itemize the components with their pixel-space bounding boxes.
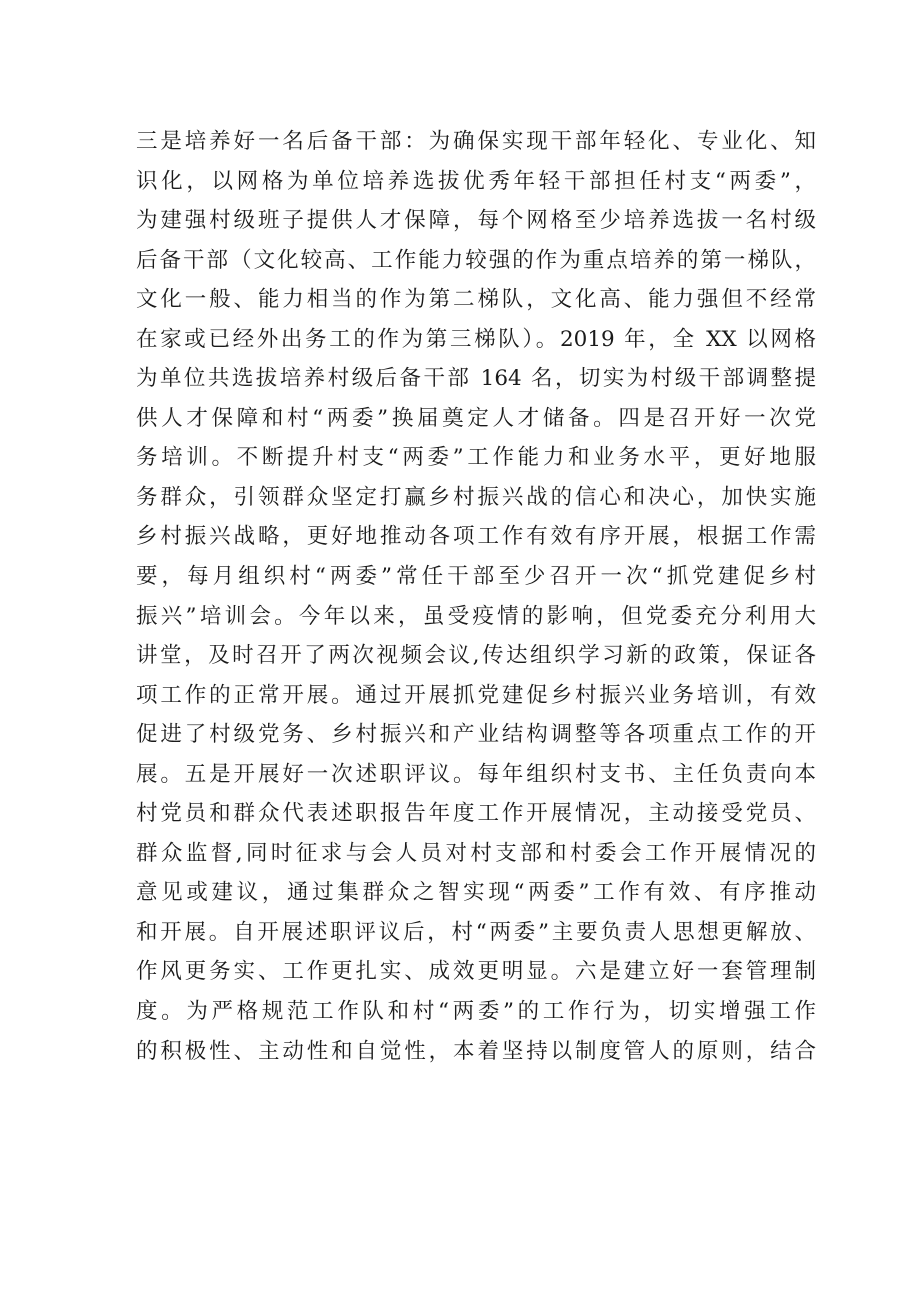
text-line-6: 在家或已经外出务工的作为第三梯队）。2019 年，全 XX 以网格 <box>136 326 816 352</box>
text-line-16: 促进了村级党务、乡村振兴和产业结构调整等各项重点工作的开 <box>136 722 816 748</box>
text-line-15: 项工作的正常开展。通过开展抓党建促乡村振兴业务培训，有效 <box>136 682 816 708</box>
text-line-3: 为建强村级班子提供人才保障，每个网格至少培养选拔一名村级 <box>136 208 816 234</box>
text-line-20: 意见或建议，通过集群众之智实现“两委”工作有效、有序推动 <box>136 880 816 906</box>
text-line-22: 作风更务实、工作更扎实、成效更明显。六是建立好一套管理制 <box>136 959 816 985</box>
text-line-11: 乡村振兴战略，更好地推动各项工作有效有序开展，根据工作需 <box>136 524 816 550</box>
text-line-9: 务培训。不断提升村支“两委”工作能力和业务水平，更好地服 <box>136 445 816 471</box>
text-line-23: 度。为严格规范工作队和村“两委”的工作行为，切实增强工作 <box>136 999 816 1025</box>
text-line-8: 供人才保障和村“两委”换届奠定人才储备。四是召开好一次党 <box>136 405 816 431</box>
text-line-14: 讲堂，及时召开了两次视频会议,传达组织学习新的政策，保证各 <box>136 643 816 669</box>
text-line-17: 展。五是开展好一次述职评议。每年组织村支书、主任负责向本 <box>136 761 816 787</box>
text-line-13: 振兴”培训会。今年以来，虽受疫情的影响，但党委充分利用大 <box>136 603 816 629</box>
text-line-18: 村党员和群众代表述职报告年度工作开展情况，主动接受党员、 <box>136 801 816 827</box>
text-line-7: 为单位共选拔培养村级后备干部 164 名，切实为村级干部调整提 <box>136 366 816 392</box>
text-line-12: 要，每月组织村“两委”常任干部至少召开一次“抓党建促乡村 <box>136 564 816 590</box>
text-line-10: 务群众，引领群众坚定打赢乡村振兴战的信心和决心，加快实施 <box>136 484 816 510</box>
text-line-21: 和开展。自开展述职评议后，村“两委”主要负责人思想更解放、 <box>136 919 816 945</box>
text-line-2: 识化，以网格为单位培养选拔优秀年轻干部担任村支“两委”， <box>136 168 816 194</box>
text-line-19: 群众监督,同时征求与会人员对村支部和村委会工作开展情况的 <box>136 840 816 866</box>
text-line-24: 的积极性、主动性和自觉性，本着坚持以制度管人的原则，结合 <box>136 1038 816 1064</box>
text-line-4: 后备干部（文化较高、工作能力较强的作为重点培养的第一梯队， <box>136 247 816 273</box>
body-paragraph <box>136 122 816 1071</box>
text-line-1: 三是培养好一名后备干部：为确保实现干部年轻化、专业化、知 <box>136 129 816 154</box>
text-line-5: 文化一般、能力相当的作为第二梯队，文化高、能力强但不经常 <box>136 287 816 313</box>
